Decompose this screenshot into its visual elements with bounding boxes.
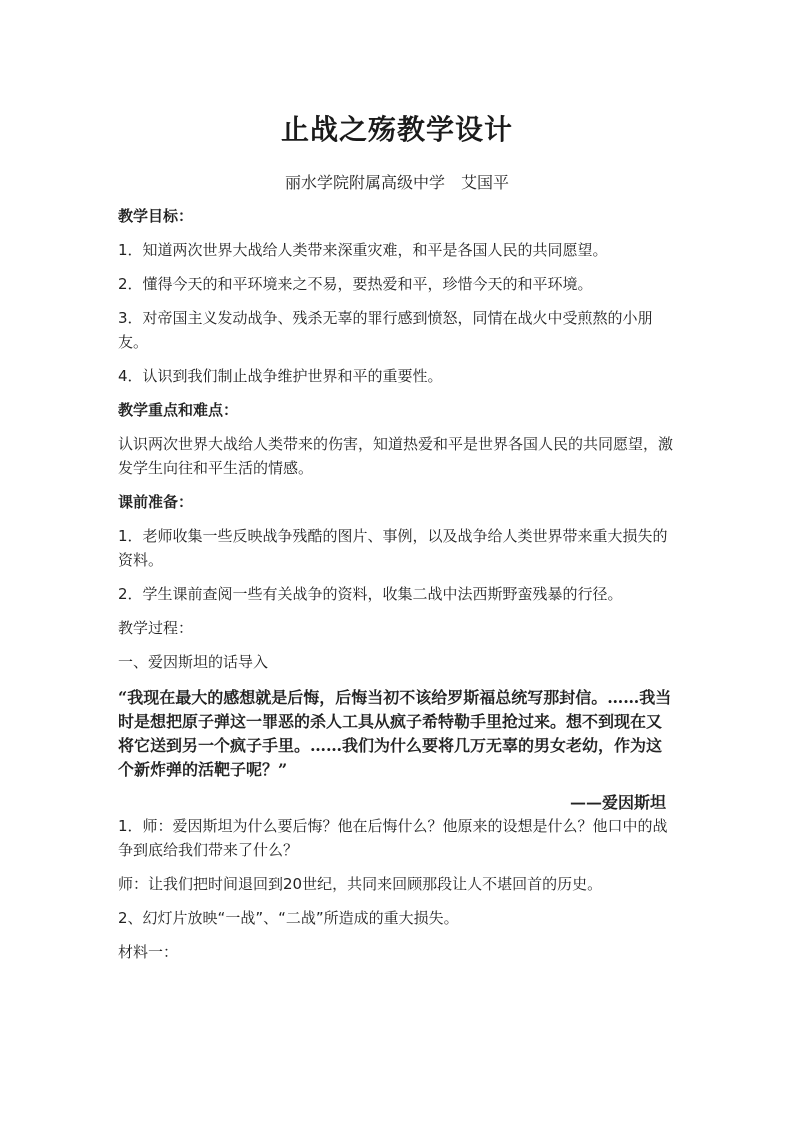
process-heading: 教学过程： [118, 619, 194, 637]
key-points-heading: 教学重点和难点： [118, 401, 239, 419]
objectives-heading: 教学目标： [118, 207, 194, 225]
teacher-line: 师：让我们把时间退回到20世纪，共同来回顾那段让人不堪回首的历史。 [118, 875, 603, 893]
teacher-question: 1．师：爱因斯坦为什么要后悔？他在后悔什么？他原来的设想是什么？他口中的战争到底给我们带来了什么？ [118, 817, 668, 859]
objective-item: 4．认识到我们制止战争维护世界和平的重要性。 [118, 367, 443, 385]
preparation-item: 2．学生课前查阅一些有关战争的资料，收集二战中法西斯野蛮残暴的行径。 [118, 585, 623, 603]
document-body [118, 204, 676, 974]
step1-title: 一、爱因斯坦的话导入 [118, 653, 269, 671]
objective-item: 2．懂得今天的和平环境来之不易，要热爱和平，珍惜今天的和平环境。 [118, 275, 593, 293]
step2-text: 2、幻灯片放映“一战”、“二战”所造成的重大损失。 [118, 909, 459, 927]
author-line: 丽水学院附属高级中学 艾国平 [284, 173, 509, 192]
einstein-quote: “我现在最大的感想就是后悔，后悔当初不该给罗斯福总统写那封信。……我当时是想把原子弹这一罪恶的杀人工具从疯子希特勒手里抢过来。想不到现在又将它送到另一个疯子手里。……我们为什么要将几万无辜的男女老幼，作为这个新炸弹的活靶子呢？” [118, 688, 672, 779]
preparation-item: 1．老师收集一些反映战争残酷的图片、事例，以及战争给人类世界带来重大损失的资料。 [118, 527, 668, 569]
objective-item: 1．知道两次世界大战给人类带来深重灾难，和平是各国人民的共同愿望。 [118, 241, 608, 259]
quote-author: ——爱因斯坦 [569, 793, 666, 812]
material1-label: 材料一： [118, 943, 179, 961]
objective-item: 3．对帝国主义发动战争、残杀无辜的罪行感到愤怒，同情在战火中受煎熬的小朋友。 [118, 309, 653, 351]
document-title: 止战之殇教学设计 [280, 113, 513, 146]
key-points-text: 认识两次世界大战给人类带来的伤害，知道热爱和平是世界各国人民的共同愿望，激发学生向往和平生活的情感。 [118, 435, 674, 477]
preparation-heading: 课前准备： [118, 493, 194, 511]
